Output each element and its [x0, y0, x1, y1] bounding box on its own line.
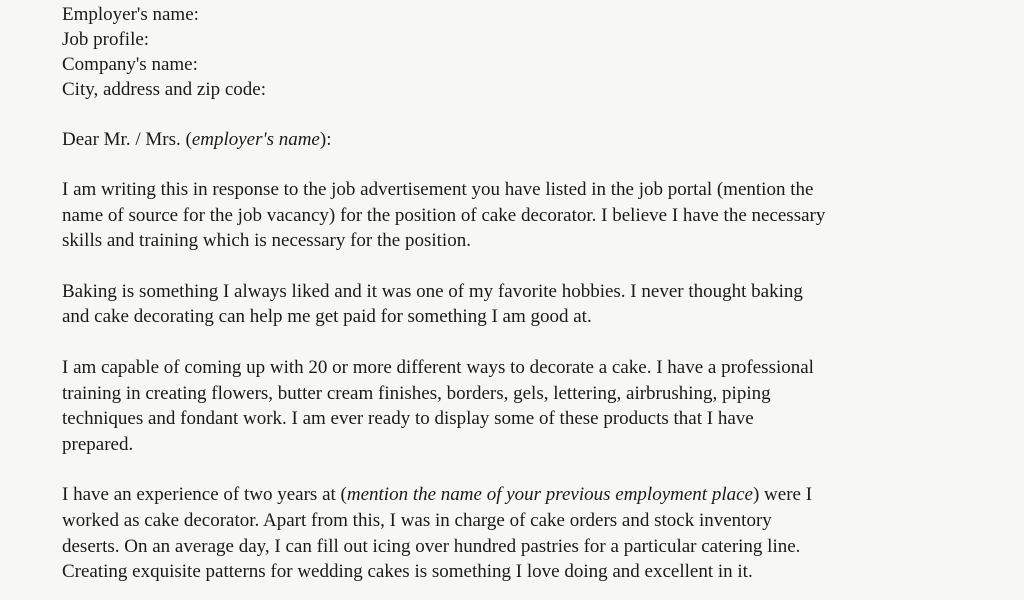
- paragraph-skills: [62, 355, 962, 457]
- paragraph-baking: [62, 279, 962, 330]
- city-address-line: City, address and zip code:: [62, 79, 267, 100]
- salutation-prefix: Dear Mr. / Mrs. (: [62, 129, 192, 150]
- salutation-suffix: ):: [319, 129, 332, 150]
- experience-suffix: ) were I: [752, 484, 813, 506]
- salutation: [62, 127, 984, 152]
- experience-placeholder: mention the name of your previous employment place: [346, 484, 753, 506]
- paragraph-line: deserts. On an average day, I can fill out icing over hundred pastries for a particular catering line.: [62, 535, 801, 557]
- paragraph-line: I am capable of coming up with 20 or more different ways to decorate a cake. I have a professional: [62, 356, 814, 378]
- employer-name-line: Employer's name:: [62, 4, 199, 25]
- recipient-block: [62, 2, 984, 102]
- paragraph-line: training in creating flowers, butter cream finishes, borders, gels, lettering, airbrushing, piping: [62, 382, 771, 404]
- paragraph-line: Baking is something I always liked and it was one of my favorite hobbies. I never thought baking: [62, 280, 803, 302]
- company-name-line: Company's name:: [62, 54, 198, 75]
- paragraph-line: Creating exquisite patterns for wedding cakes is something I love doing and excellent in it.: [62, 561, 753, 583]
- experience-prefix: I have an experience of two years at (: [62, 484, 347, 506]
- paragraph-line: prepared.: [62, 433, 134, 455]
- paragraph-line: I am writing this in response to the job advertisement you have listed in the job portal (mention the: [62, 179, 814, 200]
- paragraph-line: techniques and fondant work. I am ever ready to display some of these products that I have: [62, 408, 754, 430]
- paragraph-experience: [62, 482, 962, 584]
- paragraph-line: and cake decorating can help me get paid for something I am good at.: [62, 306, 592, 328]
- salutation-placeholder: employer's name: [191, 129, 320, 150]
- paragraph-line: name of source for the job vacancy) for the position of cake decorator. I believe I have the necessary: [62, 204, 826, 226]
- paragraph-intro: [62, 177, 962, 254]
- paragraph-line: worked as cake decorator. Apart from this, I was in charge of cake orders and stock inventory: [62, 509, 772, 531]
- job-profile-line: Job profile:: [62, 29, 150, 50]
- paragraph-line: [62, 482, 962, 508]
- paragraph-line: skills and training which is necessary for the position.: [62, 230, 471, 252]
